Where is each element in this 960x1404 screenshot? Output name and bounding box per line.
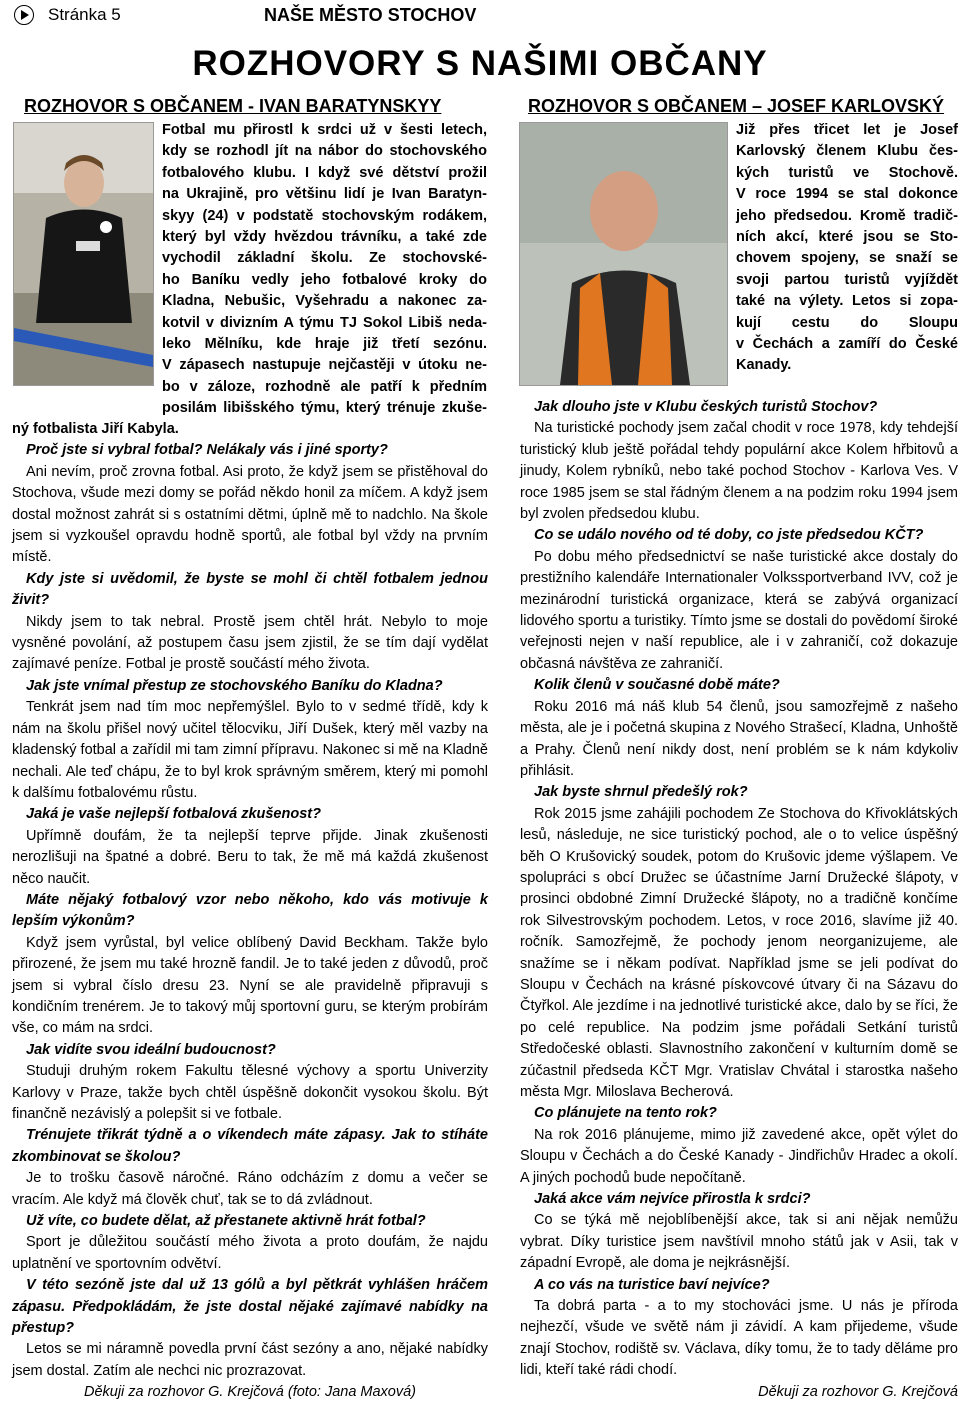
- right-intro-lines: [736, 120, 958, 377]
- right-interview-heading: ROZHOVOR S OBČANEM – JOSEF KARLOVSKÝ: [528, 96, 945, 116]
- question: V této sezóně jste dal už 13 gólů a byl pětkrát vyhlášen hráčem zápasu. Předpokládám, že jste dostal nějaké zajímavé nabídky na přestup?: [12, 1277, 488, 1337]
- question: Co se událo nového od té doby, co jste předsedou KČT?: [534, 527, 924, 544]
- answer: Když jsem vyrůstal, byl velice oblíbený David Beckham. Takže bylo přirozené, že jsem mu také hrozně fandil. Je to také jeden z důvodů, proč jsem si vybral číslo dresu 23. Nyní se ale pravidelně připravuji s kondičním trenérem. Je to takový můj sportovní guru, se kterým probírám vše, co mám na srdci.: [12, 934, 488, 1037]
- football-player-photo: [14, 123, 153, 385]
- intro-line: V roce 1994 se stal dokonce: [736, 186, 958, 203]
- question: Jak byste shrnul předešlý rok?: [534, 784, 748, 801]
- intro-line: kých turistů ve Stochově.: [736, 164, 958, 181]
- question: Jaká akce vám nejvíce přirostla k srdci?: [534, 1191, 811, 1208]
- left-signature: Děkuji za rozhovor G. Krejčová (foto: Jana Maxová): [83, 1384, 417, 1401]
- intro-line: kotvil v divizním A týmu TJ Sokol Libiš neda-: [162, 314, 487, 331]
- left-qa-list: [12, 440, 488, 1382]
- answer: Na rok 2016 plánujeme, mimo již zavedené akce, opět výlet do Sloupu v Čechách a do České Kanady - Jindřichův Hradec a okolí. A jiných pochodů bude nepočítaně.: [520, 1126, 958, 1186]
- left-body: [12, 419, 488, 1404]
- intro-line: chovem spojeny, se snaží se: [736, 250, 958, 267]
- photo-josef-karlovsky: [519, 122, 728, 386]
- intro-line: skyy (24) v podstatě stochovským rodákem,: [162, 207, 487, 224]
- intro-line: ho Baníku vedly jeho fotbalové kroky do: [162, 271, 487, 288]
- intro-line: kují cestu do Sloupu: [736, 314, 958, 331]
- intro-line: Fotbal mu přirostl k srdci už v šesti letech,: [162, 122, 487, 138]
- right-body: [520, 397, 958, 1403]
- answer: Rok 2015 jsme zahájili pochodem Ze Stochova do Křivoklátských lesů, následuje, ne sice turistický pochod, ale o to velice úspěšný běh O Krušovický soudek, potom do Krušovic jdeme výšlapem. Ve spolupráci s obcí Družec se účastníme Jarní Družecké šlápoty, v prosinci obdobné Zimní Družecké šlápoty, no a tradičně končíme rok Silvestrovským pochodem. Letos, v roce 2016, slavíme již 40. ročník. Samozřejmě, že pochody jenom neorganizujeme, ale snažíme se i někam podívat. Například jsme se jeli podívat do Sloupu v Čechách na krásné pískovcové útvary či na Sázavu do Čtyřkol. Ale jezdíme i na jednotlivé turistické akce, dalo by se říci, že po celé republice. Na podzim jsme pořádali Setkání turistů Středočeské oblasti. Slavnostního zakončení v kulturním domě se zúčastnil předseda KČT Mgr. Vratislav Chvátal i starostka našeho města Mgr. Miloslava Becherová.: [520, 805, 958, 1100]
- intro-line: kdy se rozhodl jít na nábor do stochovského: [162, 143, 487, 160]
- intro-line: V zápasech nastupuje nejčastěji v útoku ne-: [162, 357, 487, 374]
- answer: Na turistické pochody jsem začal chodit v roce 1978, kdy tehdejší turistický klub ještě pořádal tehdy populární akce Kolem hřbitovů a jinudy, Kolem rybníků, nebo také pochod Stochov - Karlova Ves. V roce 1985 jsem se stal řádným členem a na podzim roku 1994 jsem byl zvolen předsedou klubu.: [520, 420, 958, 523]
- question: Co plánujete na tento rok?: [534, 1105, 717, 1122]
- answer: Po dobu mého předsednictví se naše turistické akce dostaly do prestižního kalendáře Internationaler Volkssportverband IVV, což je mezinárodní turistická organizace, která se zabývá organizací lidového sportu a turistiky. Tímto jsme se dostali do povědomí široké veřejnosti nejen v naší republice, ale i v zahraničí, což dokazuje občasná návštěva ze zahraničí.: [520, 548, 958, 672]
- intro-line: Již přes třicet let je Josef: [736, 122, 958, 138]
- answer: Studuji druhým rokem Fakultu tělesné výchovy a sportu Univerzity Karlovy v Praze, takže bych chtěl úspěšně dokončit vysokou školu. Být finančně nezávislý a polepšit si ve fotbale.: [12, 1063, 488, 1122]
- question: Jak jste vnímal přestup ze stochovského Baníku do Kladna?: [26, 677, 443, 694]
- answer: Je to trošku časově náročné. Ráno odcházím z domu a večer se vracím. Ale když má člověk chuť, tak se to dá zvládnout.: [12, 1170, 488, 1208]
- left-intro-lines: [162, 120, 487, 420]
- answer: Roku 2016 má náš klub 54 členů, jsou samozřejmě z našeho města, ale je i početná skupina z Nového Strašecí, Kladna, Unhoště a Prahy. Členů není nikdy dost, není problém se k nám kdykoliv přihlásit.: [520, 698, 958, 779]
- right-qa-list: [520, 397, 958, 1382]
- page-number: Stránka 5: [48, 5, 121, 24]
- hiker-photo: [520, 123, 727, 385]
- page-header: [14, 2, 944, 28]
- answer: Ta dobrá parta - a to my stochováci jsme. U nás je příroda nejhezčí, všude ve světě nám ji závidí. A kam přijedeme, všude znají Stochov, rodiště sv. Václava, díky tomu, že to tady děláme pro lidi, kteří také rádi chodí.: [520, 1298, 958, 1379]
- running-title: NAŠE MĚSTO STOCHOV: [264, 5, 477, 25]
- left-intro-end: ný fotbalista Jiří Kabyla.: [12, 421, 179, 437]
- answer: Ani nevím, proč zrovna fotbal. Asi proto, že když jsem se přistěhoval do Stochova, všude mezi domy se pořád někdo honil za míčem. A když jsem dostal možnost zahrát si s ostatními dětmi, úplně mě to nadchlo. Na škole jsem si vyzkoušel opravdu hodně sportů, ale fotbal byl vždy na prvním místě.: [12, 463, 488, 566]
- intro-line: bo v záloze, rozhodně ale patří k předním: [162, 378, 487, 395]
- answer: Co se týká mě nejoblíbenější akce, tak si ani nějak nemůžu vybrat. Díky turistice jsem navštívil mnoho států jak v Asii, tak v západní Evropě, ale doma je nejkrásnější.: [520, 1212, 958, 1272]
- question: Jaká je vaše nejlepší fotbalová zkušenost?: [26, 806, 321, 823]
- page-title: ROZHOVORY S NAŠIMI OBČANY: [192, 44, 768, 83]
- answer: Nikdy jsem to tak nebral. Prostě jsem chtěl hrát. Nebylo to moje vysněné povolání, až postupem času jsem zjistil, že se tím dají vydělat zajímavé peníze. Fotbal je prostě součástí mého života.: [12, 613, 488, 673]
- play-icon: [14, 5, 34, 25]
- question: Kdy jste si uvědomil, že byste se mohl či chtěl fotbalem jednou živit?: [12, 570, 488, 609]
- intro-line: svoji partou turistů vyjíždět: [736, 271, 958, 288]
- question: Už víte, co budete dělat, až přestanete aktivně hrát fotbal?: [26, 1213, 426, 1230]
- intro-line: také na výlety. Letos si zopa-: [736, 293, 958, 310]
- right-intro: [736, 120, 958, 377]
- intro-line: Kladna, Nebušic, Vyšehradu a nakonec za-: [162, 293, 487, 310]
- question: A co vás na turistice baví nejvíce?: [534, 1276, 770, 1293]
- intro-line: Karlovský členem Klubu čes-: [736, 143, 958, 160]
- answer: Sport je důležitou součástí mého života a proto doufám, že najdu uplatnění ve sportovním odvětví.: [12, 1234, 488, 1272]
- intro-line: vychodil základní školu. Ze stochovské-: [162, 250, 487, 267]
- question: Proč jste si vybral fotbal? Nelákaly vás i jiné sporty?: [26, 442, 388, 459]
- question: Máte nějaký fotbalový vzor nebo někoho, kdo vás motivuje k lepším výkonům?: [12, 891, 488, 930]
- intro-line: Kanady.: [736, 357, 792, 374]
- left-intro: [162, 120, 487, 420]
- answer: Tenkrát jsem nad tím moc nepřemýšlel. Bylo to v sedmé třídě, kdy k nám na školu přišel nový učitel tělocviku, Jiří Dušek, který měl vazby na kladenský fotbal a zařídil mi tam zimní přípravu. Nakonec si mě na Kladně nechali. Ale teď chápu, že to byl krok správným směrem, který mi pomohl k dalšímu fotbalovému růstu.: [12, 699, 488, 801]
- intro-line: na Ukrajině, pro většinu lidí je Ivan Baratyn-: [162, 186, 487, 203]
- answer: Letos se mi náramně povedla první část sezóny a ano, nějaké nabídky jsem dostal. Zatím ale nechci nic prozrazovat.: [12, 1341, 488, 1379]
- photo-ivan-baratynskyy: [13, 122, 154, 386]
- left-interview-heading: ROZHOVOR S OBČANEM - IVAN BARATYNSKYY: [24, 96, 442, 116]
- right-signature: Děkuji za rozhovor G. Krejčová: [758, 1383, 958, 1400]
- intro-line: posilám libišského týmu, který trénuje zkuše-: [162, 400, 487, 417]
- intro-line: fotbalového klubu. I když své dětství prožil: [162, 164, 487, 181]
- question: Jak dlouho jste v Klubu českých turistů Stochov?: [534, 399, 878, 415]
- intro-line: leko Mělníku, kde hraje již třetí sezónu.: [162, 336, 487, 353]
- intro-line: jeho předsedou. Kromě tradič-: [736, 207, 958, 224]
- answer: Upřímně doufám, že ta nejlepší teprve přijde. Jinak zkušenosti nerozlišuji na špatné a dobré. Beru to tak, že mě má každá zkušenost něco naučit.: [12, 827, 488, 887]
- intro-line: který byl vždy hvězdou trávníku, a také zde: [162, 229, 487, 246]
- intro-line: v Čechách a zamíří do České: [736, 336, 958, 353]
- question: Kolik členů v současné době máte?: [534, 677, 780, 694]
- intro-line: ních akcí, které jsou se Sto-: [736, 229, 958, 246]
- question: Trénujete třikrát týdně a o víkendech máte zápasy. Jak to stíháte zkombinovat se školou?: [12, 1127, 488, 1165]
- question: Jak vidíte svou ideální budoucnost?: [26, 1041, 276, 1058]
